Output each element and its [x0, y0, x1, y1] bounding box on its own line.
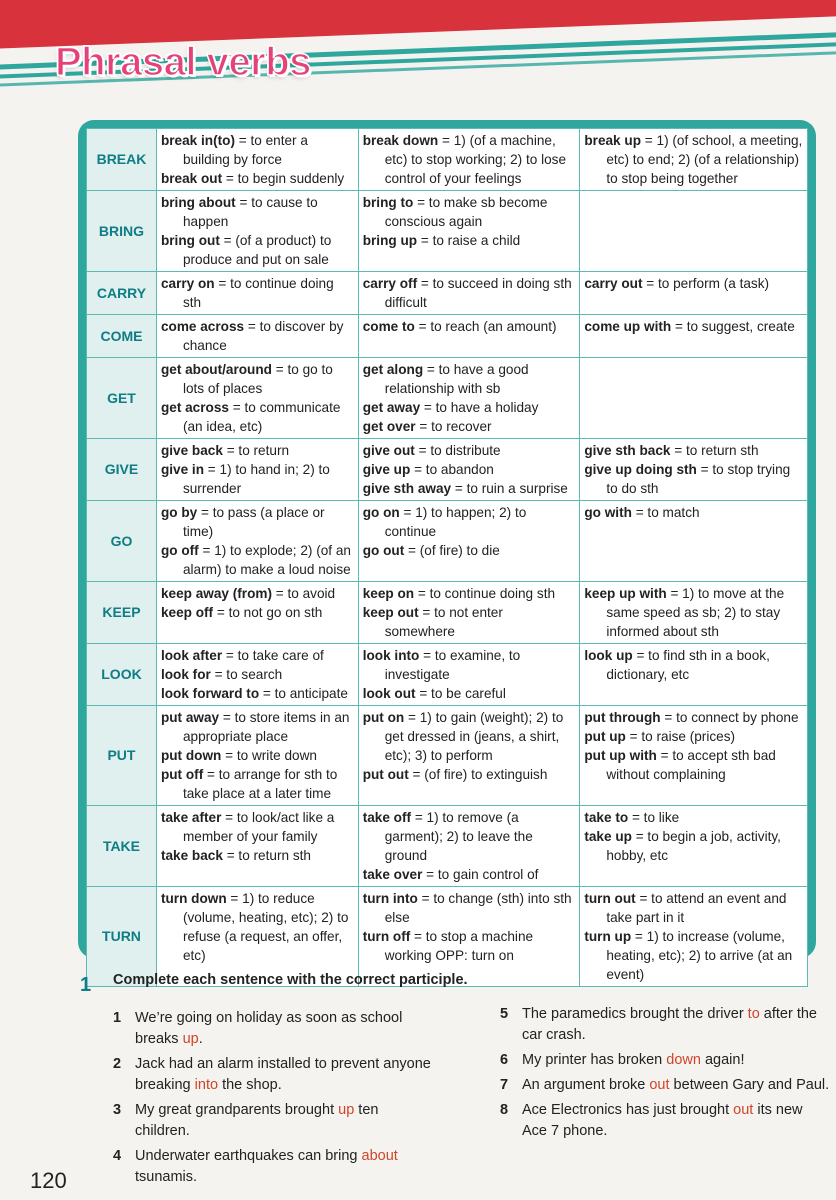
definition: = to match — [631, 505, 700, 520]
phrasal-verb-entry — [363, 646, 576, 684]
definition: = to raise (prices) — [625, 729, 736, 744]
definition-cell — [358, 501, 580, 582]
verb-cell: TURN — [87, 887, 157, 987]
phrasal-verb-entry — [363, 417, 576, 436]
phrasal-verb: turn up — [584, 929, 632, 944]
verb-cell: GIVE — [87, 439, 157, 501]
item-sentence — [135, 1146, 433, 1188]
definition: = to have a holiday — [420, 400, 539, 415]
definition: = (of fire) to die — [404, 543, 500, 558]
verb-cell: GO — [87, 501, 157, 582]
phrasal-verb: bring up — [362, 233, 418, 248]
page-number: 120 — [30, 1168, 67, 1193]
definition: = 1) to increase (volume, heating, etc); 2) to arrive (at an event) — [606, 929, 793, 982]
definition-cell — [358, 315, 580, 358]
definition: = to return sth — [222, 848, 311, 863]
phrasal-verb: break up — [584, 133, 642, 148]
phrasal-verb: carry out — [584, 276, 643, 291]
phrasal-verb-entry — [161, 746, 354, 765]
sentence-before: We’re going on holiday as soon as school breaks — [135, 1010, 403, 1047]
sentence-before: My printer has broken — [522, 1052, 667, 1068]
phrasal-verb: put off — [160, 767, 204, 782]
phrasal-verb-entry — [363, 927, 576, 965]
phrasal-verb-entry — [161, 231, 354, 269]
phrasal-verb: go off — [160, 543, 199, 558]
sentence-after: ten children. — [135, 1102, 379, 1139]
table-row — [87, 272, 808, 315]
definition: = to continue doing sth — [182, 276, 334, 310]
phrasal-verb: bring about — [160, 195, 236, 210]
definition: = to cause to happen — [182, 195, 318, 229]
definition: = to have a good relationship with sb — [384, 362, 529, 396]
definition: = to find sth in a book, dictionary, etc — [606, 648, 770, 682]
item-number: 1 — [113, 1010, 122, 1026]
table-row — [87, 358, 808, 439]
phrasal-verb: take after — [160, 810, 222, 825]
definition: = to anticipate — [259, 686, 348, 701]
phrasal-verb-entry — [363, 808, 576, 865]
item-sentence — [135, 1008, 433, 1050]
sentence-after: the shop. — [218, 1077, 282, 1093]
table-row — [87, 501, 808, 582]
definition: = to reach (an amount) — [414, 319, 557, 334]
phrasal-verb-entry — [363, 765, 576, 784]
definition-cell — [156, 315, 358, 358]
definition-cell — [580, 644, 808, 706]
definition-cell — [580, 358, 808, 439]
sentence-after: after the car crash. — [522, 1006, 817, 1043]
phrasal-verb-entry — [161, 503, 354, 541]
definition-cell — [156, 501, 358, 582]
phrasal-verb: come up with — [584, 319, 672, 334]
item-sentence — [135, 1100, 433, 1142]
table-row — [87, 582, 808, 644]
answer-particle: down — [666, 1052, 701, 1068]
definition: = to change (sth) into sth else — [384, 891, 572, 925]
definition: = to examine, to investigate — [384, 648, 521, 682]
definition-cell — [156, 806, 358, 887]
definition-cell — [358, 582, 580, 644]
phrasal-verb: look forward to — [160, 686, 260, 701]
sentence-before: The paramedics brought the driver — [522, 1006, 748, 1022]
definition: = to take care of — [222, 648, 324, 663]
answer-particle: out — [649, 1077, 670, 1093]
phrasal-verb-entry — [363, 441, 576, 460]
definition: = to stop trying to do sth — [606, 462, 791, 496]
exercise-item — [500, 1004, 830, 1046]
phrasal-verb-entry — [584, 317, 803, 336]
phrasal-verb: put up with — [584, 748, 657, 763]
table-row — [87, 191, 808, 272]
definition: = to begin a job, activity, hobby, etc — [606, 829, 781, 863]
definition: = to gain control of — [422, 867, 539, 882]
definition-cell — [580, 191, 808, 272]
definition-cell — [358, 706, 580, 806]
definition: = to abandon — [410, 462, 494, 477]
phrasal-verb-entry — [161, 646, 354, 665]
definition-cell — [580, 582, 808, 644]
definition-cell — [580, 439, 808, 501]
phrasal-verb-entry — [584, 503, 803, 522]
table-row — [87, 706, 808, 806]
definition: = to perform (a task) — [642, 276, 770, 291]
phrasal-verb-entry — [584, 827, 803, 865]
phrasal-verb-entry — [161, 665, 354, 684]
phrasal-verb: keep up with — [584, 586, 667, 601]
phrasal-verb-entry — [363, 889, 576, 927]
phrasal-verb-entry — [584, 746, 803, 784]
verb-cell: PUT — [87, 706, 157, 806]
phrasal-verbs-table — [86, 128, 808, 987]
sentence-before: Jack had an alarm installed to prevent anyone breaking — [135, 1056, 431, 1093]
phrasal-verb: carry on — [160, 276, 215, 291]
phrasal-verb-entry — [363, 584, 576, 603]
phrasal-verb-entry — [161, 584, 354, 603]
definition: = to not go on sth — [213, 605, 323, 620]
table-row — [87, 806, 808, 887]
phrasal-verb: bring to — [362, 195, 414, 210]
phrasal-verb-entry — [363, 460, 576, 479]
phrasal-verb-entry — [161, 541, 354, 579]
exercise-item — [113, 1100, 433, 1142]
answer-particle: into — [194, 1077, 219, 1093]
definition: = to suggest, create — [671, 319, 795, 334]
phrasal-verb: give sth away — [362, 481, 452, 496]
phrasal-verb-entry — [161, 765, 354, 803]
phrasal-verb-entry — [161, 808, 354, 846]
definition-cell — [358, 644, 580, 706]
sentence-after: again! — [700, 1052, 745, 1068]
phrasal-verb: give in — [160, 462, 205, 477]
phrasal-verb-entry — [363, 231, 576, 250]
definition-cell — [580, 272, 808, 315]
definition-cell — [580, 501, 808, 582]
definition: = to return sth — [670, 443, 759, 458]
sentence-after: between Gary and Paul. — [669, 1077, 830, 1093]
phrasal-verb: put up — [584, 729, 626, 744]
phrasal-verb-entry — [161, 441, 354, 460]
item-number: 7 — [500, 1077, 509, 1093]
phrasal-verb: give out — [362, 443, 415, 458]
phrasal-verb: give back — [160, 443, 223, 458]
item-sentence — [522, 1100, 830, 1142]
exercise-item — [500, 1050, 830, 1071]
phrasal-verb: keep away (from) — [160, 586, 273, 601]
definition: = to be careful — [415, 686, 506, 701]
definition-cell — [358, 806, 580, 887]
definition: = 1) to explode; 2) (of an alarm) to make a loud noise — [182, 543, 351, 577]
phrasal-verb-entry — [161, 684, 354, 703]
definition: = to enter a building by force — [182, 133, 308, 167]
definition-cell — [156, 191, 358, 272]
definition: = (of fire) to extinguish — [408, 767, 548, 782]
definition: = 1) (of school, a meeting, etc) to end; 2) (of a relationship) to stop being together — [606, 133, 803, 186]
definition: = to discover by chance — [182, 319, 344, 353]
definition: = to arrange for sth to take place at a later time — [182, 767, 338, 801]
phrasal-verb-entry — [161, 708, 354, 746]
phrasal-verb-entry — [161, 603, 354, 622]
item-sentence — [522, 1075, 830, 1096]
phrasal-verb: go by — [160, 505, 198, 520]
phrasal-verb: go with — [584, 505, 632, 520]
verb-cell: GET — [87, 358, 157, 439]
phrasal-verb: give sth back — [584, 443, 671, 458]
exercise-item — [113, 1008, 433, 1050]
phrasal-verb-entry — [363, 708, 576, 765]
definition: = 1) to remove (a garment); 2) to leave the ground — [384, 810, 533, 863]
phrasal-verb: break in(to) — [160, 133, 235, 148]
definition-cell — [156, 272, 358, 315]
phrasal-verb: look out — [362, 686, 416, 701]
definition: = 1) to happen; 2) to continue — [384, 505, 527, 539]
phrasal-verb: break down — [362, 133, 439, 148]
phrasal-verb-entry — [161, 460, 354, 498]
exercise-instruction: Complete each sentence with the correct participle. — [113, 972, 468, 988]
definition-cell — [358, 439, 580, 501]
sentence-after: tsunamis. — [135, 1169, 198, 1185]
definition: = 1) (of a machine, etc) to stop working; 2) to lose control of your feelings — [384, 133, 567, 186]
definition-cell — [580, 806, 808, 887]
phrasal-verb-entry — [161, 889, 354, 965]
page-title: Phrasal verbs — [55, 40, 311, 84]
definition-cell — [156, 129, 358, 191]
phrasal-verb: keep on — [362, 586, 415, 601]
phrasal-verb-entry — [584, 727, 803, 746]
definition: = 1) to gain (weight); 2) to get dressed in (jeans, a shirt, etc); 3) to perform — [384, 710, 564, 763]
phrasal-verb: look for — [160, 667, 211, 682]
definition: = to store items in an appropriate place — [182, 710, 350, 744]
phrasal-verb: get away — [362, 400, 421, 415]
phrasal-verb: put down — [160, 748, 222, 763]
definition-cell — [156, 358, 358, 439]
definition-cell — [580, 129, 808, 191]
definition: = to attend an event and take part in it — [606, 891, 787, 925]
phrasal-verb: put away — [160, 710, 220, 725]
verb-cell: CARRY — [87, 272, 157, 315]
phrasal-verb-entry — [161, 846, 354, 865]
phrasal-verb: come to — [362, 319, 415, 334]
phrasal-verb: give up doing sth — [584, 462, 697, 477]
definition-cell — [358, 272, 580, 315]
phrasal-verb: go out — [362, 543, 405, 558]
definition: = 1) to hand in; 2) to surrender — [182, 462, 330, 496]
phrasal-verb-entry — [161, 317, 354, 355]
sentence-after: its new Ace 7 phone. — [522, 1102, 803, 1139]
definition: = to like — [628, 810, 680, 825]
phrasal-verb: bring out — [160, 233, 220, 248]
definition: = to write down — [221, 748, 317, 763]
phrasal-verb: keep out — [362, 605, 419, 620]
item-number: 5 — [500, 1006, 509, 1022]
table-row — [87, 439, 808, 501]
definition: = to connect by phone — [660, 710, 799, 725]
exercise-item — [500, 1100, 830, 1142]
phrasal-verb: turn out — [584, 891, 636, 906]
definition: = (of a product) to produce and put on sale — [182, 233, 332, 267]
item-sentence — [522, 1004, 830, 1046]
phrasal-verb: keep off — [160, 605, 214, 620]
phrasal-verb: carry off — [362, 276, 418, 291]
phrasal-verb-entry — [363, 317, 576, 336]
definition-cell — [156, 439, 358, 501]
table-row — [87, 644, 808, 706]
item-number: 8 — [500, 1102, 509, 1118]
sentence-before: Underwater earthquakes can bring — [135, 1148, 362, 1164]
definition-cell — [156, 706, 358, 806]
phrasal-verb-entry — [161, 398, 354, 436]
exercise-number: 1 — [80, 974, 92, 996]
verb-cell: TAKE — [87, 806, 157, 887]
phrasal-verb: get over — [362, 419, 416, 434]
answer-particle: about — [361, 1148, 398, 1164]
phrasal-verb-entry — [161, 360, 354, 398]
definition: = to ruin a surprise — [451, 481, 568, 496]
answer-particle: to — [747, 1006, 760, 1022]
phrasal-verb-entry — [584, 927, 803, 984]
phrasal-verb: turn into — [362, 891, 418, 906]
phrasal-verb-entry — [161, 131, 354, 169]
exercise-item — [113, 1054, 433, 1096]
item-sentence — [522, 1050, 830, 1071]
table-row — [87, 129, 808, 191]
phrasal-verb-entry — [161, 193, 354, 231]
exercise-item — [500, 1075, 830, 1096]
phrasal-verb: go on — [362, 505, 400, 520]
definition-cell — [580, 315, 808, 358]
phrasal-verb-entry — [363, 603, 576, 641]
sentence-before: My great grandparents brought — [135, 1102, 339, 1118]
table-row — [87, 315, 808, 358]
phrasal-verb: take back — [160, 848, 223, 863]
phrasal-verb: give up — [362, 462, 411, 477]
item-sentence — [135, 1054, 433, 1096]
definition: = to distribute — [414, 443, 501, 458]
definition: = to succeed in doing sth difficult — [384, 276, 572, 310]
phrasal-verb: look into — [362, 648, 420, 663]
definition: = to raise a child — [417, 233, 521, 248]
exercise-column-left — [113, 1008, 433, 1192]
phrasal-verb-entry — [161, 274, 354, 312]
verb-cell: COME — [87, 315, 157, 358]
definition: = to look/act like a member of your family — [182, 810, 335, 844]
phrasal-verb: look after — [160, 648, 223, 663]
sentence-after: . — [198, 1031, 203, 1047]
item-number: 6 — [500, 1052, 509, 1068]
definition: = 1) to reduce (volume, heating, etc); 2) to refuse (a request, an offer, etc) — [182, 891, 349, 963]
answer-particle: up — [182, 1031, 199, 1047]
phrasal-verb: break out — [160, 171, 223, 186]
definition: = to accept sth bad without complaining — [606, 748, 776, 782]
exercise-column-right — [500, 1004, 830, 1146]
item-number: 3 — [113, 1102, 122, 1118]
definition: = to begin suddenly — [222, 171, 345, 186]
phrasal-verb: come across — [160, 319, 245, 334]
definition-cell — [580, 887, 808, 987]
exercise-item — [113, 1146, 433, 1188]
definition: = to recover — [415, 419, 492, 434]
definition: = to return — [222, 443, 290, 458]
phrasal-verb: put out — [362, 767, 409, 782]
phrasal-verb-entry — [363, 193, 576, 231]
phrasal-verb: take over — [362, 867, 423, 882]
phrasal-verb: put through — [584, 710, 661, 725]
definition-cell — [358, 129, 580, 191]
phrasal-verb: take off — [362, 810, 412, 825]
sentence-before: Ace Electronics has just brought — [522, 1102, 734, 1118]
phrasal-verb-entry — [363, 274, 576, 312]
phrasal-verb-entry — [363, 541, 576, 560]
definition: = to stop a machine working OPP: turn on — [384, 929, 534, 963]
verb-cell: KEEP — [87, 582, 157, 644]
phrasal-verb: take up — [584, 829, 632, 844]
phrasal-verb-entry — [363, 398, 576, 417]
sentence-before: An argument broke — [522, 1077, 650, 1093]
phrasal-verb-entry — [363, 360, 576, 398]
phrasal-verb-entry — [584, 646, 803, 684]
table-body — [87, 129, 808, 987]
phrasal-verb: take to — [584, 810, 629, 825]
definition: = to make sb become conscious again — [384, 195, 548, 229]
phrasal-verb: get along — [362, 362, 424, 377]
phrasal-verb: get across — [160, 400, 229, 415]
item-number: 4 — [113, 1148, 122, 1164]
definition-cell — [156, 644, 358, 706]
phrasal-verb: put on — [362, 710, 405, 725]
verb-cell: BREAK — [87, 129, 157, 191]
phrasal-verb-entry — [584, 584, 803, 641]
definition: = to search — [210, 667, 283, 682]
answer-particle: out — [733, 1102, 754, 1118]
verb-cell: LOOK — [87, 644, 157, 706]
definition-cell — [358, 358, 580, 439]
phrasal-verb: get about/around — [160, 362, 272, 377]
phrasal-verb-entry — [363, 479, 576, 498]
phrasal-verb-entry — [584, 889, 803, 927]
phrasal-verb-entry — [584, 131, 803, 188]
definition: = to avoid — [272, 586, 336, 601]
definition: = to continue doing sth — [414, 586, 556, 601]
phrasal-verb-entry — [363, 684, 576, 703]
definition: = to go to lots of places — [182, 362, 333, 396]
phrasal-verb-entry — [584, 808, 803, 827]
phrasal-verb: turn down — [160, 891, 227, 906]
phrasal-verb-entry — [161, 169, 354, 188]
answer-particle: up — [338, 1102, 355, 1118]
definition-cell — [580, 706, 808, 806]
phrasal-verb-entry — [363, 503, 576, 541]
definition: = to pass (a place or time) — [182, 505, 325, 539]
verb-cell: BRING — [87, 191, 157, 272]
definition: = 1) to move at the same speed as sb; 2) to stay informed about sth — [606, 586, 785, 639]
definition-cell — [358, 191, 580, 272]
phrasal-verb-entry — [584, 708, 803, 727]
phrasal-verb: look up — [584, 648, 633, 663]
item-number: 2 — [113, 1056, 122, 1072]
definition: = to communicate (an idea, etc) — [182, 400, 341, 434]
definition: = to not enter somewhere — [384, 605, 503, 639]
definition-cell — [156, 582, 358, 644]
phrasal-verb-entry — [363, 131, 576, 188]
phrasal-verb-entry — [584, 460, 803, 498]
phrasal-verb-entry — [584, 441, 803, 460]
phrasal-verb-entry — [584, 274, 803, 293]
phrasal-verb: turn off — [362, 929, 411, 944]
phrasal-verb-entry — [363, 865, 576, 884]
